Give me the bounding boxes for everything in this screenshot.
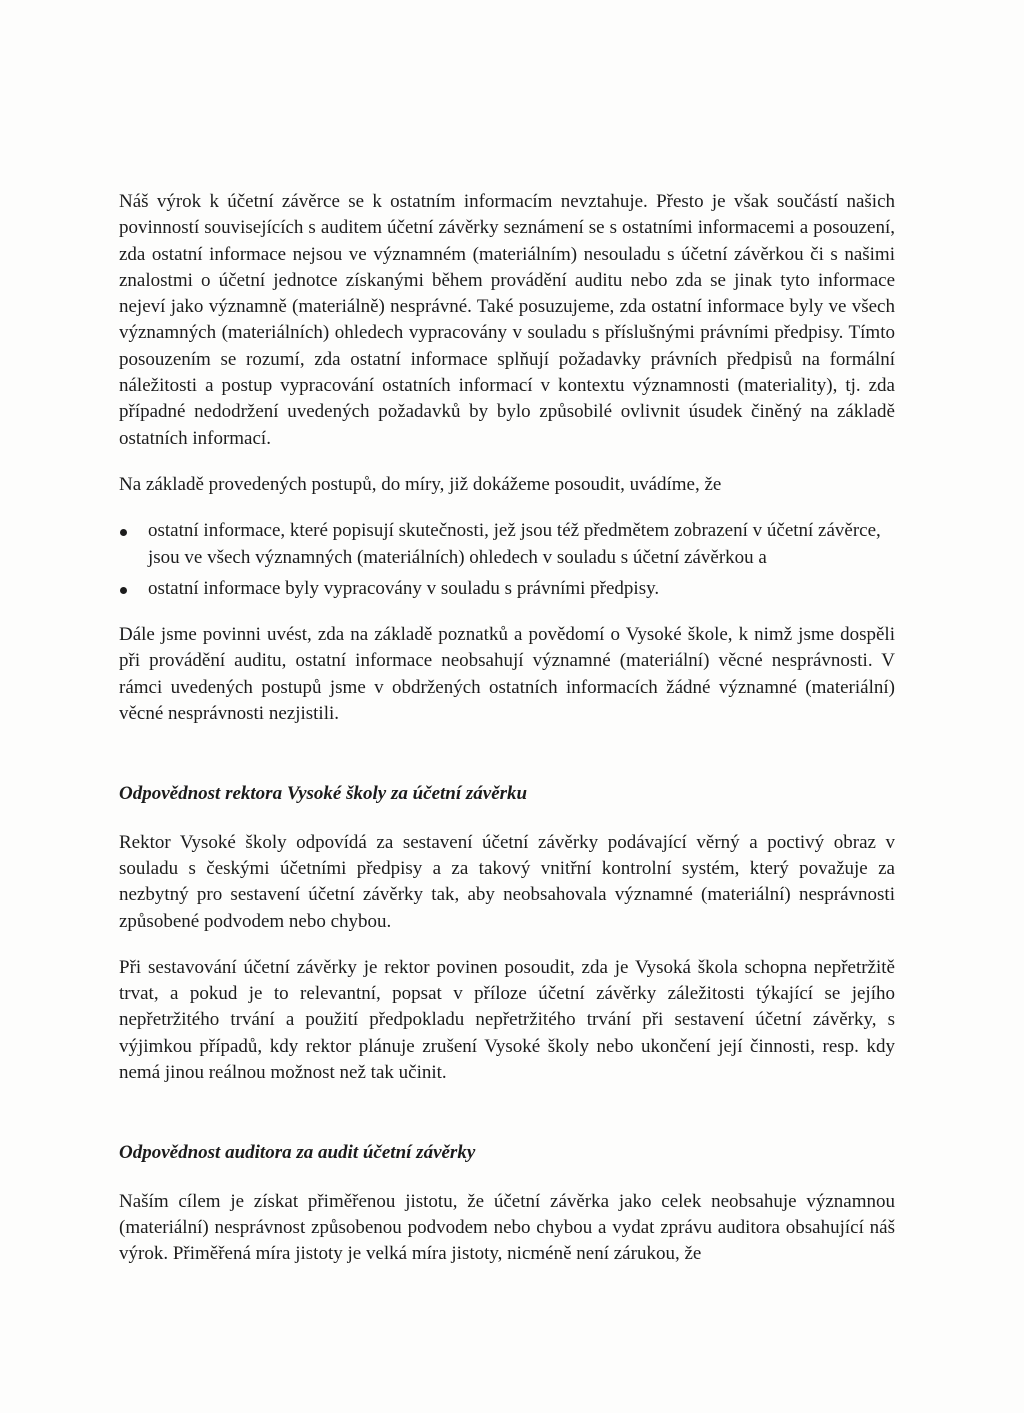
- bullet-text: ostatní informace byly vypracovány v souladu s právními předpisy.: [148, 577, 660, 599]
- paragraph-going-concern: Při sestavování účetní závěrky je rektor povinen posoudit, zda je Vysoká škola schopna nepřetržitě trvat, a pokud je to relevantní, popsat v příloze účetní závěrky záležitosti týkající se jejího nepřetržitého trvání a použití předpokladu nepřetržitého trvání při sestavení účetní závěrky, s výjimkou případů, kdy rektor plánuje zrušení Vysoké školy nebo ukončení její činnosti, resp. kdy nemá jinou reálnou možnost než tak učinit.: [119, 956, 895, 1084]
- list-item: [119, 576, 895, 602]
- bullet-icon: [120, 529, 127, 536]
- bullet-icon: [120, 587, 127, 594]
- heading-auditor-responsibility: Odpovědnost auditora za audit účetní závěrky: [119, 1142, 476, 1164]
- document-body: [119, 189, 895, 1288]
- heading-rector-responsibility: Odpovědnost rektora Vysoké školy za účetní závěrku: [119, 783, 528, 805]
- paragraph-auditor-objective: Naším cílem je získat přiměřenou jistotu, že účetní závěrka jako celek neobsahuje významnou (materiální) nesprávnost způsobenou podvodem nebo chybou a vydat zprávu auditora obsahující náš výrok. Přiměřená míra jistoty je velká míra jistoty, nicméně není zárukou, že: [119, 1190, 895, 1265]
- paragraph-rector-duty: Rektor Vysoké školy odpovídá za sestavení účetní závěrky podávající věrný a poctivý obraz v souladu s českými účetními předpisy a za takový vnitřní kontrolní systém, který považuje za nezbytný pro sestavení účetní závěrky tak, aby neobsahovala významné (materiální) nesprávnosti způsobené podvodem nebo chybou.: [119, 831, 895, 932]
- paragraph-other-information: Náš výrok k účetní závěrce se k ostatním informacím nevztahuje. Přesto je však součástí našich povinností souvisejících s auditem účetní závěrky seznámení se s ostatními informacemi a posouzení, zda ostatní informace nejsou ve významném (materiálním) nesouladu s účetní závěrkou či s našimi znalostmi o účetní jednotce získanými během provádění auditu nebo zda se jinak tyto informace nejeví jako významně (materiálně) nesprávné. Také posuzujeme, zda ostatní informace byly ve všech významných (materiálních) ohledech vypracovány v souladu s příslušnými právními předpisy. Tímto posouzením se rozumí, zda ostatní informace splňují požadavky právních předpisů na formální náležitosti a postup vypracování ostatních informací v kontextu významnosti (materiality), tj. zda případné nedodržení uvedených požadavků by bylo způsobilé ovlivnit úsudek činěný na základě ostatních informací.: [119, 191, 895, 449]
- bullet-text: ostatní informace, které popisují skutečnosti, jež jsou též předmětem zobrazení v účetní závěrce, jsou ve všech významných (materiálních) ohledech v souladu s účetní závěrkou a: [148, 520, 881, 568]
- paragraph-conclusion-intro: Na základě provedených postupů, do míry, již dokážeme posoudit, uvádíme, že: [119, 473, 722, 495]
- conclusion-bullet-list: [119, 518, 895, 602]
- paragraph-material-misstatement: Dále jsme povinni uvést, zda na základě poznatků a povědomí o Vysoké škole, k nimž jsme dospěli při provádění auditu, ostatní informace neobsahují významné (materiální) věcné nesprávnosti. V rámci uvedených postupů jsme v obdržených ostatních informacích žádné významné (materiální) věcné nesprávnosti nezjistili.: [119, 624, 895, 725]
- list-item: [119, 518, 895, 571]
